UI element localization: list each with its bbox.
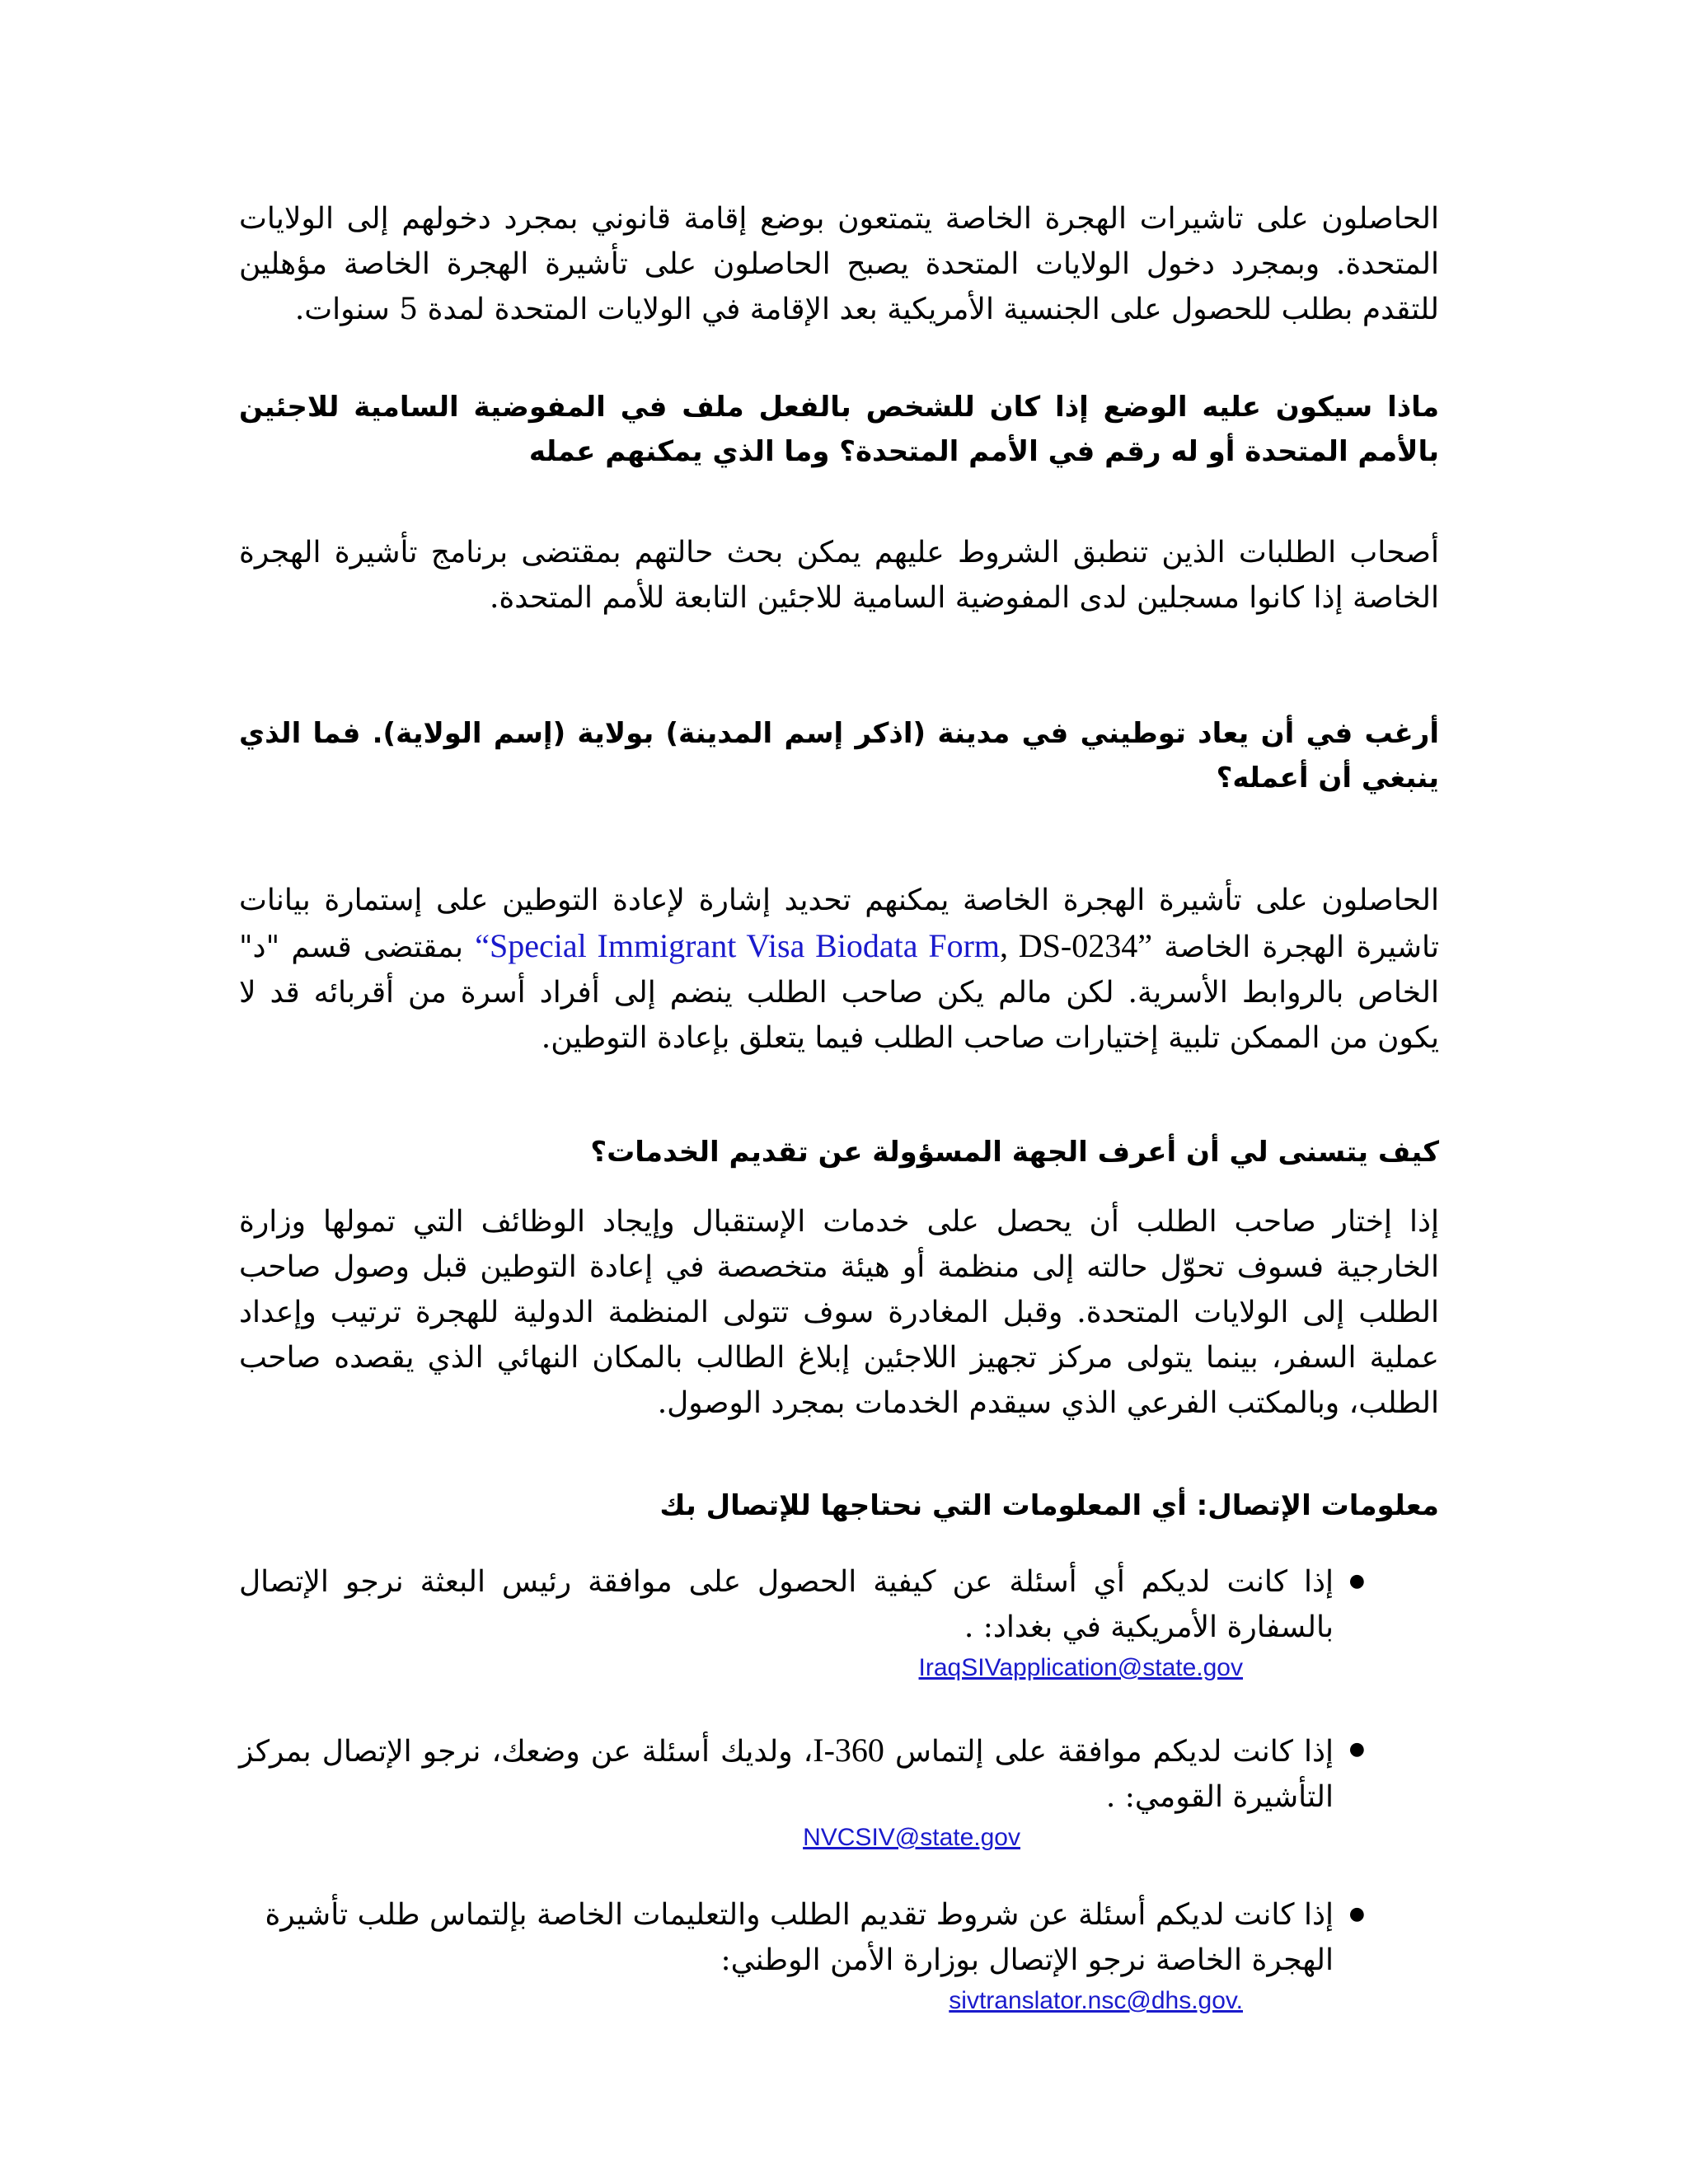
question-service-provider: كيف يتسنى لي أن أعرف الجهة المسؤولة عن تقديم الخدمات؟ bbox=[590, 1136, 1439, 1169]
embassy-email-link[interactable]: IraqSIVapplication@state.gov bbox=[918, 1654, 1243, 1681]
heading-contact-info: معلومات الإتصال: أي المعلومات التي نحتاجها للإتصال بك bbox=[659, 1489, 1439, 1522]
nvc-email-link[interactable]: NVCSIV@state.gov bbox=[803, 1824, 1020, 1851]
bullet-icon: ● bbox=[1348, 1904, 1365, 1924]
resettlement-text-part1: الحاصلون على تأشيرة الهجرة الخاصة يمكنهم تحديد إشارة لإعادة التوطين على إستمارة بيانات تاشيرة الهجرة الخاصة bbox=[239, 883, 1439, 964]
document-content bbox=[239, 196, 1439, 2022]
dhs-email-link[interactable]: sivtranslator.nsc@dhs.gov. bbox=[949, 1987, 1243, 2014]
contact-list bbox=[239, 1559, 1439, 2022]
contact-embassy-text: إذا كانت لديكم أي أسئلة عن كيفية الحصول على موافقة رئيس البعثة نرجو الإتصال بالسفارة الأمريكية في بغداد: . bbox=[239, 1565, 1334, 1644]
contact-nvc-text-before: إذا كانت لديكم موافقة على إلتماس bbox=[884, 1735, 1334, 1769]
biodata-form-reference bbox=[475, 927, 1152, 964]
biodata-form-name: “Special Immigrant Visa Biodata Form bbox=[475, 927, 1000, 964]
contact-embassy-email-line bbox=[239, 1650, 1334, 1690]
form-i360: I-360 bbox=[813, 1732, 884, 1769]
list-item bbox=[239, 1727, 1439, 1859]
list-item bbox=[239, 1892, 1439, 2022]
question-unhcr: ماذا سيكون عليه الوضع إذا كان للشخص بالفعل ملف في المفوضية السامية للاجئين بالأمم المتحدة أو له رقم في الأمم المتحدة؟ وما الذي يمكنهم عمله bbox=[239, 391, 1439, 468]
resettlement-text-part2: بمقتضى قسم "د" الخاص بالروابط الأسرية. لكن مالم يكن صاحب الطلب ينضم إلى أفراد أسرة من أقربائه قد لا يكون من الممكن تلبية إختيارات صاحب الطلب فيما يتعلق بإعادة التوطين. bbox=[239, 930, 1439, 1055]
contact-nvc-text bbox=[239, 1727, 1334, 1820]
paragraph-unhcr-answer: أصحاب الطلبات الذين تنطبق الشروط عليهم يمكن بحث حالتهم بمقتضى برنامج تأشيرة الهجرة الخاصة إذا كانوا مسجلين لدى المفوضية السامية للاجئين التابعة للأمم المتحدة. bbox=[239, 536, 1439, 615]
bullet-icon: ● bbox=[1348, 1739, 1365, 1760]
paragraph-legal-status: الحاصلون على تاشيرات الهجرة الخاصة يتمتعون بوضع إقامة قانوني بمجرد دخولهم إلى الولايات المتحدة. وبمجرد دخول الولايات المتحدة يصبح الحاصلون على تأشيرة الهجرة الخاصة مؤهلين للتقدم بطلب للحصول على الجنسية الأمريكية بعد الإقامة في الولايات المتحدة لمدة 5 سنوات. bbox=[239, 202, 1440, 326]
contact-dhs-text: إذا كانت لديكم أسئلة عن شروط تقديم الطلب والتعليمات الخاصة بإلتماس طلب تأشيرة الهجرة الخاصة نرجو الإتصال بوزارة الأمن الوطني: bbox=[265, 1898, 1334, 1977]
contact-nvc-text-after: ، ولديك أسئلة عن وضعك، نرجو الإتصال بمركز التأشيرة القومي: . bbox=[239, 1735, 1334, 1814]
biodata-form-code: , DS-0234” bbox=[1000, 927, 1152, 964]
list-item bbox=[239, 1559, 1439, 1690]
contact-dhs-email-line bbox=[239, 1983, 1334, 2022]
paragraph-resettlement-answer bbox=[239, 878, 1439, 1061]
paragraph-service-provider-answer: إذا إختار صاحب الطلب أن يحصل على خدمات الإستقبال وإيجاد الوظائف التي تمولها وزارة الخارجية فسوف تحوّل حالته إلى منظمة أو هيئة متخصصة في إعادة التوطين قبل وصول صاحب الطلب إلى الولايات المتحدة. وقبل المغادرة سوف تتولى المنظمة الدولية للهجرة ترتيب وإعداد عملية السفر، بينما يتولى مركز تجهيز اللاجئين إبلاغ الطالب بالمكان النهائي الذي يقصده صاحب الطلب، وبالمكتب الفرعي الذي سيقدم الخدمات بمجرد الوصول. bbox=[239, 1205, 1439, 1420]
question-resettlement-city: أرغب في أن يعاد توطيني في مدينة (اذكر إسم المدينة) بولاية (إسم الولاية). فما الذي ينبغي أن أعمله؟ bbox=[239, 717, 1439, 794]
bullet-icon: ● bbox=[1348, 1571, 1365, 1591]
contact-nvc-email-line bbox=[239, 1820, 1334, 1859]
